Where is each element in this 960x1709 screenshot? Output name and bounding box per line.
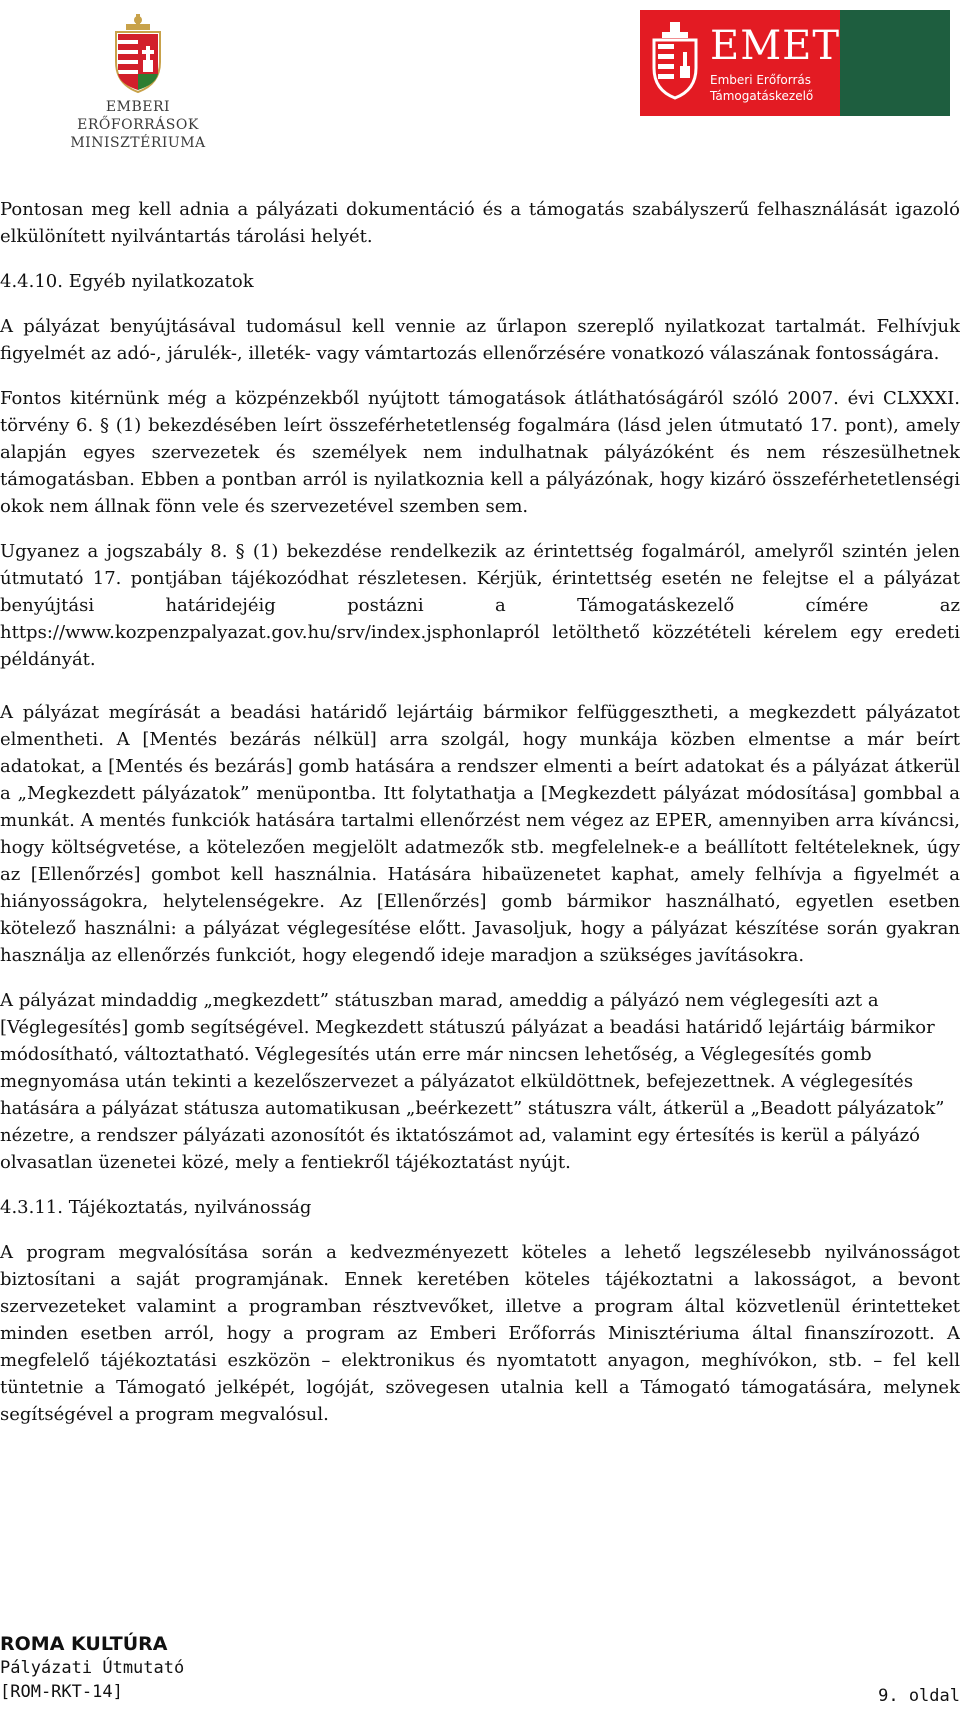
coat-of-arms-icon	[112, 14, 164, 94]
emet-green-block	[840, 10, 950, 116]
document-body	[0, 196, 960, 1446]
ministry-name: EMBERI ERŐFORRÁSOK MINISZTÉRIUMA	[70, 99, 206, 151]
paragraph: Fontos kitérnünk még a közpénzekből nyújtott támogatások átláthatóságáról szóló 2007. évi CLXXXI. törvény 6. § (1) bekezdésében leírt összeférhetetlenség fogalmára (lásd jelen útmutató 17. pont), amely alapján egyes szervezetek és személyek nem indulhatnak pályázóként és nem részesülhetnek támogatásban. Ebben a pontban arról is nyilatkoznia kell a pályázónak, hogy kizáró összeférhetetlenségi okok nem állnak fönn vele és szervezetével szemben sem.	[0, 388, 960, 517]
page-header	[0, 0, 960, 151]
emet-red-block	[640, 10, 840, 116]
paragraph: A pályázat benyújtásával tudomásul kell vennie az űrlapon szereplő nyilatkozat tartalmát. Felhívjuk figyelmét az adó-, járulék-, illeték- vagy vámtartozás ellenőrzésére vonatkozó válaszának fontosságára.	[0, 316, 960, 364]
page-footer	[0, 1632, 960, 1709]
agency-name: EMET	[710, 23, 841, 69]
paragraph: Pontosan meg kell adnia a pályázati dokumentáció és a támogatás szabályszerű felhasználását igazoló elkülönített nyilvántartás tárolási helyét.	[0, 199, 960, 247]
paragraph: A pályázat mindaddig „megkezdett” státuszban marad, ameddig a pályázó nem véglegesíti azt a [Véglegesítés] gomb segítségével. Megkezdett státuszú pályázat a beadási határidő lejártáig bármikor módosítható, változtatható. Véglegesítés után erre már nincsen lehetőség, a Véglegesítés gomb megnyomása után tekinti a kezelőszervezet a pályázatot elküldöttnek, befejezettnek. A véglegesítés hatására a pályázat státusza automatikusan „beérkezett” státuszra vált, átkerül a „Beadott pályázatok” nézetre, a rendszer pályázati azonosítót és iktatószámot ad, valamint egy értesítés is kerül a pályázó olvasatlan üzenetei közé, mely a fentiekről tájékoztatást nyújt.	[0, 990, 945, 1173]
section-heading: 4.4.10. Egyéb nyilatkozatok	[0, 271, 254, 292]
footer-code: [ROM-RKT-14]	[0, 1682, 123, 1702]
section-heading: 4.3.11. Tájékoztatás, nyilvánosság	[0, 1197, 312, 1218]
emet-logo	[640, 10, 950, 116]
paragraph: A pályázat megírását a beadási határidő lejártáig bármikor felfüggesztheti, a megkezdett pályázatot elmentheti. A [Mentés bezárás nélkül] arra szolgál, hogy munkája közben elmentse a már beírt adatokat, a [Mentés és bezárás] gomb hatására a rendszer elmenti a beírt adatokat és a pályázat átkerül a „Megkezdett pályázatok” menüpontba. Itt folytathatja a [Megkezdett pályázat módosítása] gombbal a munkát. A mentés funkciók hatására tartalmi ellenőrzést nem végez az EPER, amennyiben arra kíváncsi, hogy költségvetése, a kötelezően megjelölt adatmezők stb. megfelelnek-e a beállított feltételeknek, úgy az [Ellenőrzés] gombot kell használnia. Hatására hibaüzenetet kaphat, amely felhívja a figyelmét a hiányosságokra, helytelenségekre. Az [Ellenőrzés] gomb bármikor használható, egyetlen esetben kötelező használni: a pályázat véglegesítése előtt. Javasoljuk, hogy a pályázat készítése során gyakran használja az ellenőrzés funkciót, hogy elegendő ideje maradjon a szükséges javításokra.	[0, 702, 960, 966]
paragraph: Ugyanez a jogszabály 8. § (1) bekezdése rendelkezik az érintettség fogalmáról, amelyről szintén jelen útmutató 17. pontjában tájékozódhat részletesen. Kérjük, érintettség esetén ne felejtse el a pályázat benyújtási határidejéig postázni a Támogatáskezelő címére az https://www.kozpenzpalyazat.gov.hu/srv/index.jsphonlapról letölthető közzétételi kérelem egy eredeti példányát.	[0, 541, 960, 670]
page-number: 9. oldal	[878, 1686, 960, 1706]
emet-crest-icon	[650, 22, 700, 102]
footer-title: ROMA KULTÚRA	[0, 1633, 168, 1655]
footer-subtitle: Pályázati Útmutató	[0, 1658, 185, 1678]
ministry-logo	[48, 14, 228, 151]
agency-subtitle: Emberi Erőforrás Támogatáskezelő	[710, 73, 814, 103]
paragraph: A program megvalósítása során a kedvezményezett köteles a lehető legszélesebb nyilvánosságot biztosítani a saját programjának. Ennek keretében köteles tájékoztatni a lakosságot, a bevont szervezeteket valamint a programban résztvevőket, illetve a program által közvetlenül érintetteket minden esetben arról, hogy a program az Emberi Erőforrás Minisztériuma által finanszírozott. A megfelelő tájékoztatási eszközön – elektronikus és nyomtatott anyagon, meghívókon, stb. – fel kell tüntetnie a Támogató jelképét, logóját, szövegesen utalnia kell a Támogató támogatására, melynek segítségével a program megvalósul.	[0, 1242, 960, 1425]
